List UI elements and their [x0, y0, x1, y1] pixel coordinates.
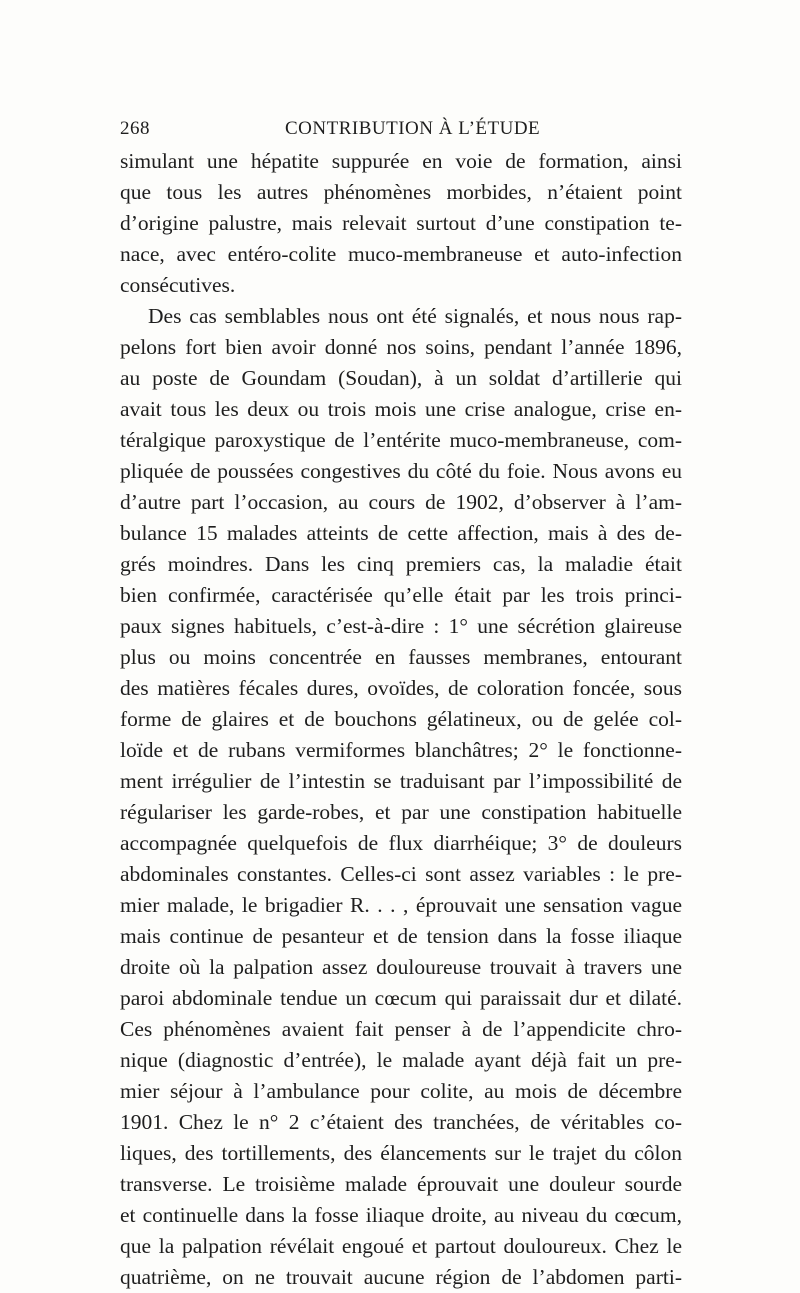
text-line: simulant une hépatite suppurée en voie de formation, ainsi	[120, 149, 682, 173]
text-line: accompagnée quelquefois de flux diarrhéique; 3° de douleurs	[120, 831, 682, 855]
text-line: bulance 15 malades atteints de cette affection, mais à des de-	[120, 521, 682, 545]
text-line: ment irrégulier de l’intestin se traduisant par l’impossibilité de	[120, 769, 682, 793]
text-line: paroi abdominale tendue un cœcum qui paraissait dur et dilaté.	[120, 986, 682, 1010]
text-line: paux signes habituels, c’est-à-dire : 1° une sécrétion glaireuse	[120, 614, 682, 638]
body-text	[120, 146, 682, 1293]
running-header	[120, 118, 680, 144]
text-line: grés moindres. Dans les cinq premiers cas, la maladie était	[120, 552, 682, 576]
text-line: pliquée de poussées congestives du côté du foie. Nous avons eu	[120, 459, 682, 483]
text-line: Ces phénomènes avaient fait penser à de l’appendicite chro-	[120, 1017, 682, 1041]
page-number: 268	[120, 118, 150, 139]
text-line: abdominales constantes. Celles-ci sont assez variables : le pre-	[120, 862, 682, 886]
text-line: Des cas semblables nous ont été signalés, et nous nous rap-	[148, 304, 682, 328]
text-line: régulariser les garde-robes, et par une constipation habituelle	[120, 800, 682, 824]
text-line: bien confirmée, caractérisée qu’elle était par les trois princi-	[120, 583, 682, 607]
text-line: droite où la palpation assez douloureuse trouvait à travers une	[120, 955, 682, 979]
text-line: des matières fécales dures, ovoïdes, de coloration foncée, sous	[120, 676, 682, 700]
text-line: loïde et de rubans vermiformes blanchâtres; 2° le fonctionne-	[120, 738, 682, 762]
text-line: pelons fort bien avoir donné nos soins, pendant l’année 1896,	[120, 335, 682, 359]
text-line: avait tous les deux ou trois mois une crise analogue, crise en-	[120, 397, 682, 421]
text-line: quatrième, on ne trouvait aucune région de l’abdomen parti-	[120, 1265, 682, 1289]
text-line: mier séjour à l’ambulance pour colite, au mois de décembre	[120, 1079, 682, 1103]
text-line: téralgique paroxystique de l’entérite muco-membraneuse, com-	[120, 428, 682, 452]
text-line: que la palpation révélait engoué et partout douloureux. Chez le	[120, 1234, 682, 1258]
text-line: d’autre part l’occasion, au cours de 1902, d’observer à l’am-	[120, 490, 682, 514]
text-line: mais continue de pesanteur et de tension dans la fosse iliaque	[120, 924, 682, 948]
text-line: mier malade, le brigadier R. . . , éprouvait une sensation vague	[120, 893, 682, 917]
text-line: nique (diagnostic d’entrée), le malade ayant déjà fait un pre-	[120, 1048, 682, 1072]
text-line: liques, des tortillements, des élancements sur le trajet du côlon	[120, 1141, 682, 1165]
text-line: que tous les autres phénomènes morbides, n’étaient point	[120, 180, 682, 204]
text-line: consécutives.	[120, 273, 236, 297]
text-line: 1901. Chez le n° 2 c’étaient des tranchées, de véritables co-	[120, 1110, 682, 1134]
running-title: CONTRIBUTION À L’ÉTUDE	[285, 118, 541, 139]
text-line: nace, avec entéro-colite muco-membraneuse et auto-infection	[120, 242, 682, 266]
text-line: plus ou moins concentrée en fausses membranes, entourant	[120, 645, 682, 669]
text-line: au poste de Goundam (Soudan), à un soldat d’artillerie qui	[120, 366, 682, 390]
text-line: transverse. Le troisième malade éprouvait une douleur sourde	[120, 1172, 682, 1196]
text-line: forme de glaires et de bouchons gélatineux, ou de gelée col-	[120, 707, 682, 731]
text-line: d’origine palustre, mais relevait surtout d’une constipation te-	[120, 211, 682, 235]
text-line: et continuelle dans la fosse iliaque droite, au niveau du cœcum,	[120, 1203, 682, 1227]
